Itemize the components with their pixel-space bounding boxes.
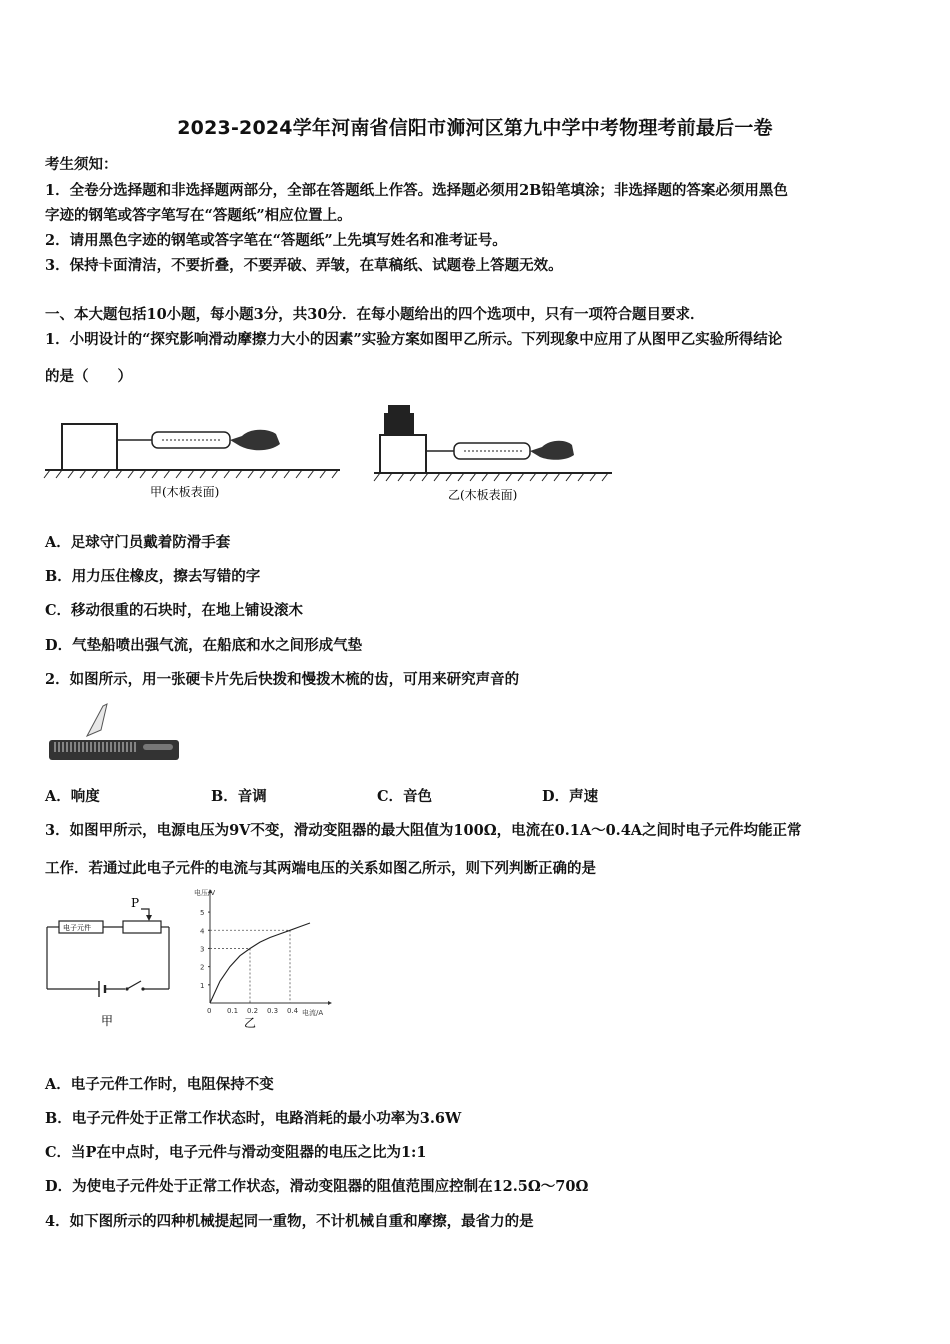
y-tick-label: 5 [200, 909, 205, 918]
x-tick-label: 0.1 [227, 1007, 239, 1015]
wood-block [62, 424, 117, 470]
wood-block [380, 435, 426, 473]
fig-jia-caption: 甲(木板表面) [150, 485, 220, 499]
q2-option-d: D．声速 [542, 788, 599, 805]
rheostat [123, 921, 161, 933]
notice-item-1-cont: 字迹的钢笔或答字笔写在“答题纸”相应位置上。 [45, 207, 352, 224]
y-tick-label: 4 [200, 927, 205, 936]
slider-label: P [131, 896, 140, 910]
q3-option-a: A．电子元件工作时，电阻保持不变 [45, 1076, 274, 1093]
x-tick-label: 0.2 [247, 1007, 259, 1015]
y-tick-label: 3 [200, 945, 205, 954]
q2-option-a: A．响度 [45, 788, 100, 805]
q3-option-c: C．当P在中点时，电子元件与滑动变阻器的电压之比为1:1 [45, 1144, 427, 1161]
page-title: 2023-2024学年河南省信阳市浉河区第九中学中考物理考前最后一卷 [177, 117, 773, 139]
notice-item-2: 2．请用黑色字迹的钢笔或答字笔在“答题纸”上先填写姓名和准考证号。 [45, 232, 507, 249]
q1-option-a: A．足球守门员戴着防滑手套 [45, 534, 231, 551]
q2-stem: 2．如图所示，用一张硬卡片先后快拨和慢拨木梳的齿，可用来研究声音的 [45, 671, 520, 688]
q3-stem-line1: 3．如图甲所示，电源电压为9V不变，滑动变阻器的最大阻值为100Ω，电流在0.1A～0.4A之间时电子元件均能正常 [45, 822, 802, 839]
y-tick-label: 1 [200, 981, 205, 990]
x-axis-arrow [328, 1001, 332, 1005]
q1-figure-yi [372, 395, 622, 510]
q3-option-d: D．为使电子元件处于正常工作状态，滑动变阻器的阻值范围应控制在12.5Ω～70Ω [45, 1178, 589, 1195]
weight-icon [388, 405, 410, 413]
q2-option-c: C．音色 [377, 788, 433, 805]
q4-stem: 4．如下图所示的四种机械提起同一重物，不计机械自重和摩擦，最省力的是 [45, 1213, 534, 1230]
q3-stem-line2: 工作．若通过此电子元件的电流与其两端电压的关系如图乙所示，则下列判断正确的是 [45, 860, 596, 877]
card-icon [87, 704, 107, 736]
component-label: 电子元件 [63, 924, 91, 932]
q1-figure-jia [40, 400, 350, 510]
hand-icon [230, 430, 280, 451]
x-tick-label: 0 [207, 1007, 212, 1015]
q3-ui-graph [190, 889, 340, 1033]
x-tick-label: 0.3 [267, 1007, 279, 1015]
hand-icon [530, 441, 574, 460]
fig-yi-caption: 乙(木板表面) [448, 488, 518, 502]
series-line-ui [210, 923, 310, 1003]
q2-comb-figure [45, 700, 185, 770]
q3-circuit-figure [45, 895, 175, 1030]
x-axis-label: 电流/A [302, 1009, 324, 1017]
q1-option-c: C．移动很重的石块时，在地上铺设滚木 [45, 602, 304, 619]
notice-item-3: 3．保持卡面清洁，不要折叠，不要弄破、弄皱，在草稿纸、试题卷上答题无效。 [45, 257, 563, 274]
notice-heading: 考生须知： [45, 156, 118, 173]
q3-option-b: B．电子元件处于正常工作状态时，电路消耗的最小功率为3.6W [45, 1110, 462, 1127]
circuit-caption: 甲 [101, 1014, 114, 1028]
q1-option-d: D．气垫船喷出强气流，在船底和水之间形成气垫 [45, 637, 363, 654]
q1-option-b: B．用力压住橡皮，擦去写错的字 [45, 568, 261, 585]
q1-stem-line2: 的是（ ） [45, 368, 132, 385]
graph-caption: 乙 [244, 1016, 257, 1030]
notice-item-1: 1．全卷分选择题和非选择题两部分，全部在答题纸上作答。选择题必须用2B铅笔填涂；非选择题的答案必须用黑色 [45, 182, 788, 199]
y-axis-label: 电压/V [194, 889, 216, 897]
q2-option-b: B．音调 [211, 788, 267, 805]
y-tick-label: 2 [200, 963, 205, 972]
section-heading: 一、本大题包括10小题，每小题3分，共30分．在每小题给出的四个选项中，只有一项符合题目要求． [45, 306, 705, 323]
x-tick-label: 0.4 [287, 1007, 299, 1015]
q1-stem-line1: 1．小明设计的“探究影响滑动摩擦力大小的因素”实验方案如图甲乙所示。下列现象中应用了从图甲乙实验所得结论 [45, 331, 783, 348]
